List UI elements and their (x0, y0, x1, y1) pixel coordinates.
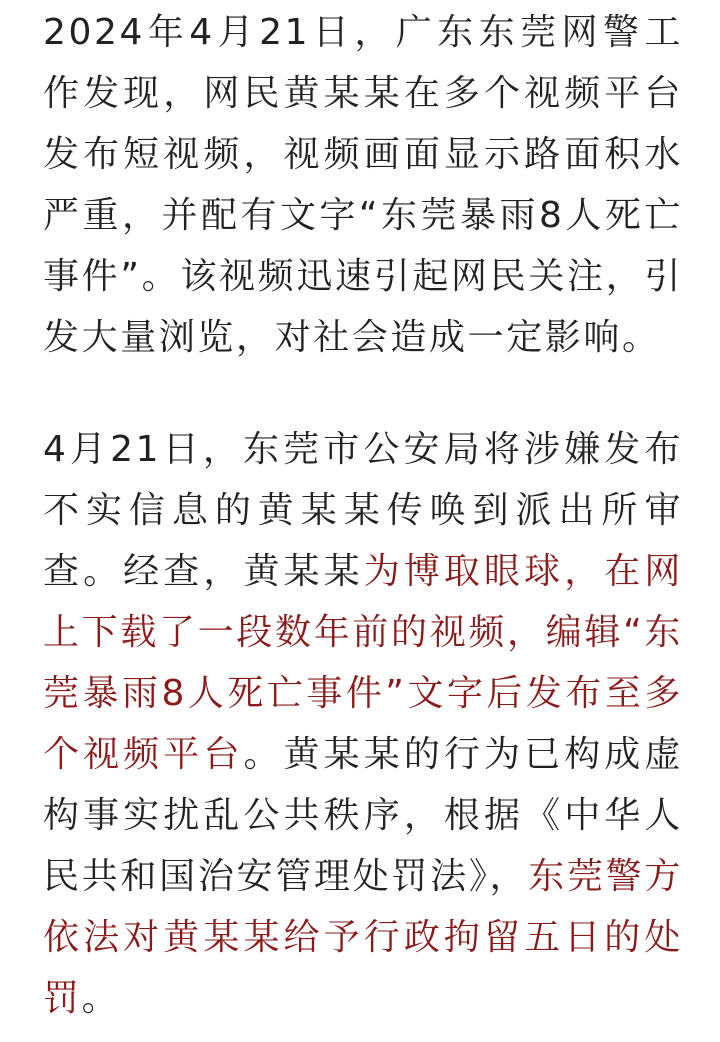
paragraph-2-highlight-b: 东莞警方依法对黄某某给予行政拘留五日的处罚 (43, 856, 683, 1019)
paragraph-1-text: 2024年4月21日，广东东莞网警工作发现，网民黄某某在多个视频平台发布短视频，视频画面显示路面积水严重，并配有文字“东莞暴雨8人死亡事件”。该视频迅速引起网民关注，引发大量浏览，对社会造成一定影响。 (43, 12, 683, 358)
paragraph-2-text-c: 。 (81, 978, 121, 1019)
paragraph-2 (43, 419, 683, 1029)
paragraph-2-text-a: 4月21日，东莞市公安局将涉嫌发布不实信息的黄某某传唤到派出所审查。经查，黄某某 (43, 429, 683, 592)
paragraph-1 (43, 2, 683, 368)
paragraph-2-text-b: 。黄某某的行为已构成虚构事实扰乱公共秩序，根据《中华人民共和国治安管理处罚法》， (43, 734, 683, 897)
paragraph-2-highlight-a: 为博取眼球，在网上下载了一段数年前的视频，编辑“东莞暴雨8人死亡事件”文字后发布至多个视频平台 (43, 551, 683, 775)
